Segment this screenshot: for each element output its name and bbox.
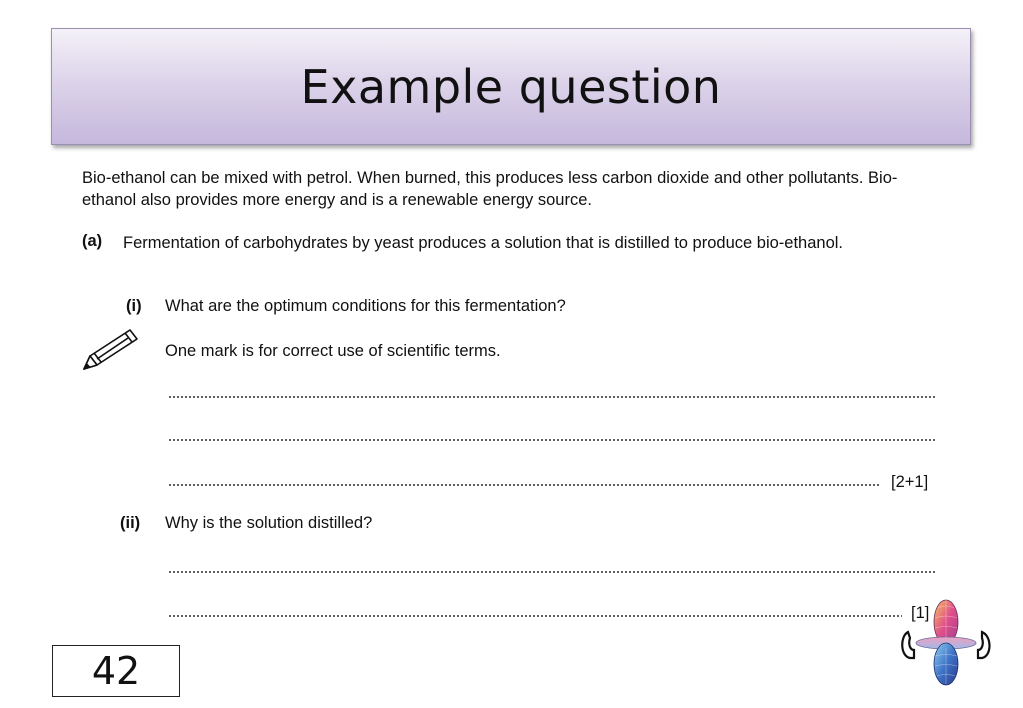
part-ii-label: (ii) (120, 514, 141, 532)
slide-title: Example question (300, 59, 722, 114)
answer-line-i-3[interactable] (168, 483, 880, 487)
part-ii-text: Why is the solution distilled? (165, 514, 373, 532)
answer-line-i-2[interactable] (168, 438, 936, 442)
title-banner (51, 28, 971, 145)
page-number: 42 (52, 645, 180, 697)
part-i-note: One mark is for correct use of scientific terms. (165, 342, 501, 360)
answer-line-ii-1[interactable] (168, 570, 936, 574)
part-i-text: What are the optimum conditions for this fermentation? (165, 297, 566, 315)
question-intro: Bio-ethanol can be mixed with petrol. When burned, this produces less carbon dioxide and other pollutants. Bio-ethanol also provides more energy and is a renewable energy source. (82, 169, 898, 209)
answer-line-i-1[interactable] (168, 395, 936, 399)
part-i-label: (i) (126, 297, 142, 315)
part-i-marks: [2+1] (891, 473, 929, 491)
part-a-text: Fermentation of carbohydrates by yeast produces a solution that is distilled to produce bio-ethanol. (123, 234, 843, 252)
answer-line-ii-2[interactable] (168, 614, 902, 618)
orbital-logo-icon (898, 598, 994, 686)
pencil-icon (80, 326, 142, 372)
part-a-label: (a) (82, 232, 103, 250)
part-ii-marks: [1] (911, 604, 930, 622)
